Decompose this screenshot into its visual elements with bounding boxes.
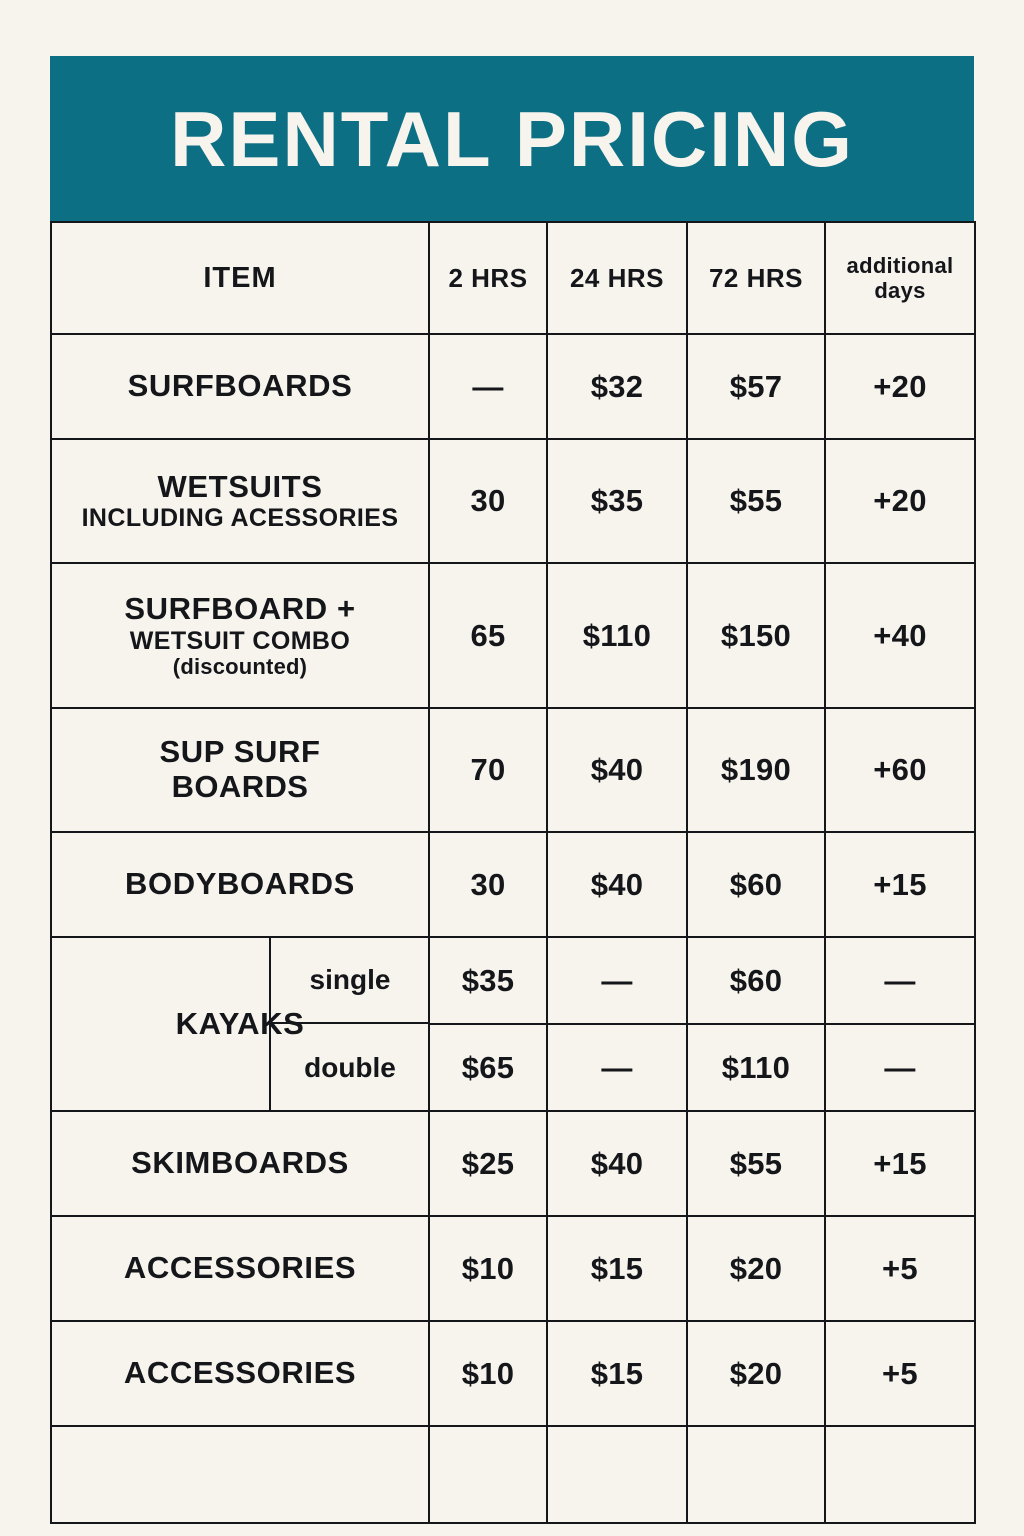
cell-72hrs: $150 — [687, 563, 825, 708]
cell-2hrs: 70 — [429, 708, 547, 832]
additional-days-line1: additional — [846, 252, 954, 278]
row-name: SKIMBOARDS — [131, 1145, 349, 1181]
kayak-subtype-double: double — [304, 1051, 396, 1083]
table-row — [51, 563, 975, 708]
cell-24hrs: $35 — [547, 439, 687, 563]
cell-72hrs: $110 — [687, 1024, 825, 1111]
row-label — [51, 334, 429, 439]
additional-days-line2: days — [874, 278, 926, 303]
cell-additional: +5 — [825, 1321, 975, 1426]
cell-2hrs: — — [429, 334, 547, 439]
column-header-72hrs: 72 HRS — [687, 222, 825, 334]
row-name: ACCESSORIES — [123, 1250, 357, 1286]
table-row — [51, 832, 975, 937]
row-subtitle: WETSUIT COMBO — [129, 626, 351, 655]
cell-2hrs: 65 — [429, 563, 547, 708]
row-label — [51, 1111, 429, 1216]
kayak-subtype-overlay — [269, 937, 429, 1111]
column-header-2hrs: 2 HRS — [429, 222, 547, 334]
cell-24hrs: $15 — [547, 1321, 687, 1426]
cell-2hrs: $10 — [429, 1321, 547, 1426]
row-subtitle: INCLUDING ACESSORIES — [81, 504, 399, 533]
cell-24hrs: $40 — [547, 1111, 687, 1216]
cell-additional: +20 — [825, 439, 975, 563]
cell-72hrs: $60 — [687, 937, 825, 1024]
cell-72hrs: $190 — [687, 708, 825, 832]
cell-additional: — — [825, 937, 975, 1024]
page-title: RENTAL PRICING — [170, 94, 854, 183]
table-row — [51, 439, 975, 563]
row-label — [51, 1426, 429, 1523]
column-header-additional-days — [825, 222, 975, 334]
cell-additional: +5 — [825, 1216, 975, 1321]
row-label — [51, 439, 429, 563]
cell-2hrs: 30 — [429, 439, 547, 563]
row-label — [51, 1321, 429, 1426]
row-label — [51, 708, 429, 832]
cell-72hrs: $55 — [687, 439, 825, 563]
cell-additional: +15 — [825, 832, 975, 937]
cell-72hrs: $60 — [687, 832, 825, 937]
rental-pricing-table — [50, 221, 976, 1524]
cell-2hrs: $35 — [429, 937, 547, 1024]
row-name: KAYAKS — [175, 1006, 305, 1041]
column-header-item: ITEM — [51, 222, 429, 334]
cell-additional: +60 — [825, 708, 975, 832]
table-row — [51, 1216, 975, 1321]
cell-2hrs: $65 — [429, 1024, 547, 1111]
cell-72hrs: $55 — [687, 1111, 825, 1216]
table-row — [51, 937, 975, 1024]
row-name: BODYBOARDS — [125, 866, 355, 902]
table-row — [51, 334, 975, 439]
row-name: SURFBOARD + — [124, 590, 356, 626]
cell-72hrs: $57 — [687, 334, 825, 439]
table-row-empty — [51, 1426, 975, 1523]
row-name: WETSUITS — [157, 468, 323, 504]
cell-24hrs: $32 — [547, 334, 687, 439]
cell-2hrs — [429, 1426, 547, 1523]
table-row — [51, 1321, 975, 1426]
cell-2hrs: $25 — [429, 1111, 547, 1216]
row-label — [51, 1216, 429, 1321]
cell-24hrs: — — [547, 937, 687, 1024]
cell-additional: +40 — [825, 563, 975, 708]
row-label — [51, 563, 429, 708]
column-header-24hrs: 24 HRS — [547, 222, 687, 334]
row-label — [51, 832, 429, 937]
cell-2hrs: 30 — [429, 832, 547, 937]
table-row — [51, 708, 975, 832]
cell-additional: +15 — [825, 1111, 975, 1216]
row-name: ACCESSORIES — [123, 1355, 357, 1391]
row-name: SUP SURF — [159, 734, 321, 770]
banner — [50, 56, 974, 221]
cell-24hrs: $40 — [547, 832, 687, 937]
cell-2hrs: $10 — [429, 1216, 547, 1321]
cell-24hrs — [547, 1426, 687, 1523]
row-note: (discounted) — [172, 653, 308, 679]
cell-additional: +20 — [825, 334, 975, 439]
cell-72hrs: $20 — [687, 1216, 825, 1321]
cell-24hrs: $15 — [547, 1216, 687, 1321]
cell-additional — [825, 1426, 975, 1523]
cell-24hrs: — — [547, 1024, 687, 1111]
cell-24hrs: $40 — [547, 708, 687, 832]
kayak-subtype-single: single — [271, 937, 429, 1024]
row-name: SURFBOARDS — [127, 368, 353, 404]
table-row — [51, 1111, 975, 1216]
cell-additional: — — [825, 1024, 975, 1111]
cell-72hrs — [687, 1426, 825, 1523]
cell-24hrs: $110 — [547, 563, 687, 708]
row-subtitle: BOARDS — [171, 769, 309, 804]
cell-72hrs: $20 — [687, 1321, 825, 1426]
table-header — [51, 222, 975, 334]
